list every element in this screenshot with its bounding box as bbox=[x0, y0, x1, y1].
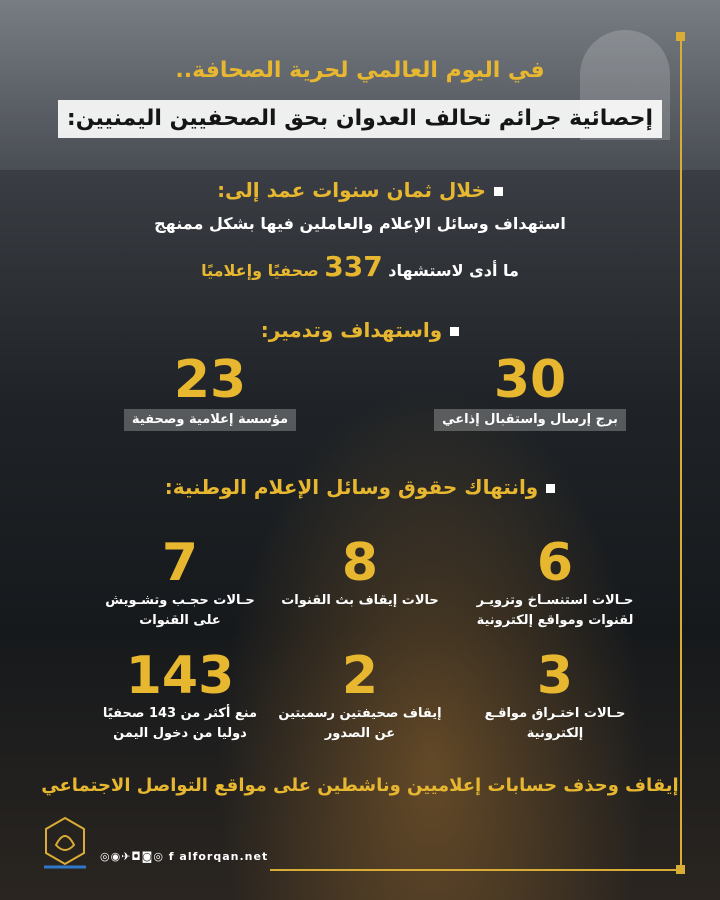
stat-institutions: 23 مؤسسة إعلامية وصحفية bbox=[110, 352, 310, 431]
section1-heading: خلال ثمان سنوات عمد إلى: bbox=[0, 178, 720, 202]
section1-text1: استهداف وسائل الإعلام والعاملين فيها بشكل ممنهج bbox=[154, 214, 566, 233]
site-link[interactable]: alforqan.net bbox=[179, 850, 269, 863]
section2-heading: واستهداف وتدمير: bbox=[0, 318, 720, 342]
stat-broadcast-stop: 8 حالات إيقاف بث القنوات bbox=[281, 533, 439, 608]
frame-corner-top bbox=[676, 32, 685, 41]
stat-jamming: 7 حـالات حجـب وتشـويش على القنوات bbox=[105, 533, 255, 628]
bullet-icon bbox=[546, 484, 555, 493]
alforqan-logo-icon bbox=[40, 815, 90, 870]
social-footer bbox=[100, 850, 268, 863]
frame-corner-bottom bbox=[676, 865, 685, 874]
stat-cloning: 6 حـالات استنسـاخ وتزويـر لقنوات ومواقع إلكترونية bbox=[476, 533, 634, 628]
stat-newspapers: 2 إيقاف صحيفتين رسميتين عن الصدور bbox=[278, 646, 442, 741]
frame-bottom-line bbox=[270, 869, 682, 871]
social-icons: ◎◉✈◘◙◎ f bbox=[100, 850, 175, 863]
stat-towers: 30 برج إرسال واستقبال إذاعي bbox=[430, 352, 630, 431]
bullet-icon bbox=[494, 187, 503, 196]
section1-text2: ما أدى لاستشهاد 337 صحفيًا وإعلاميًا bbox=[201, 250, 519, 283]
frame-right-line bbox=[680, 38, 682, 870]
title-line2: إحصائية جرائم تحالف العدوان بحق الصحفيين اليمنيين: bbox=[58, 100, 662, 138]
title-line1: في اليوم العالمي لحرية الصحافة.. bbox=[175, 58, 545, 83]
stat-hacking: 3 حـالات اختـراق مواقـع إلكترونية bbox=[484, 646, 626, 741]
stat-journalists-banned: 143 منع أكثر من 143 صحفيًا دوليا من دخول اليمن bbox=[102, 646, 258, 741]
bottom-line: إيقاف وحذف حسابات إعلاميين وناشطين على مواقع التواصل الاجتماعي bbox=[41, 775, 679, 796]
martyrs-count: 337 bbox=[324, 250, 383, 283]
section3-heading: وانتهاك حقوق وسائل الإعلام الوطنية: bbox=[0, 475, 720, 499]
bullet-icon bbox=[450, 327, 459, 336]
